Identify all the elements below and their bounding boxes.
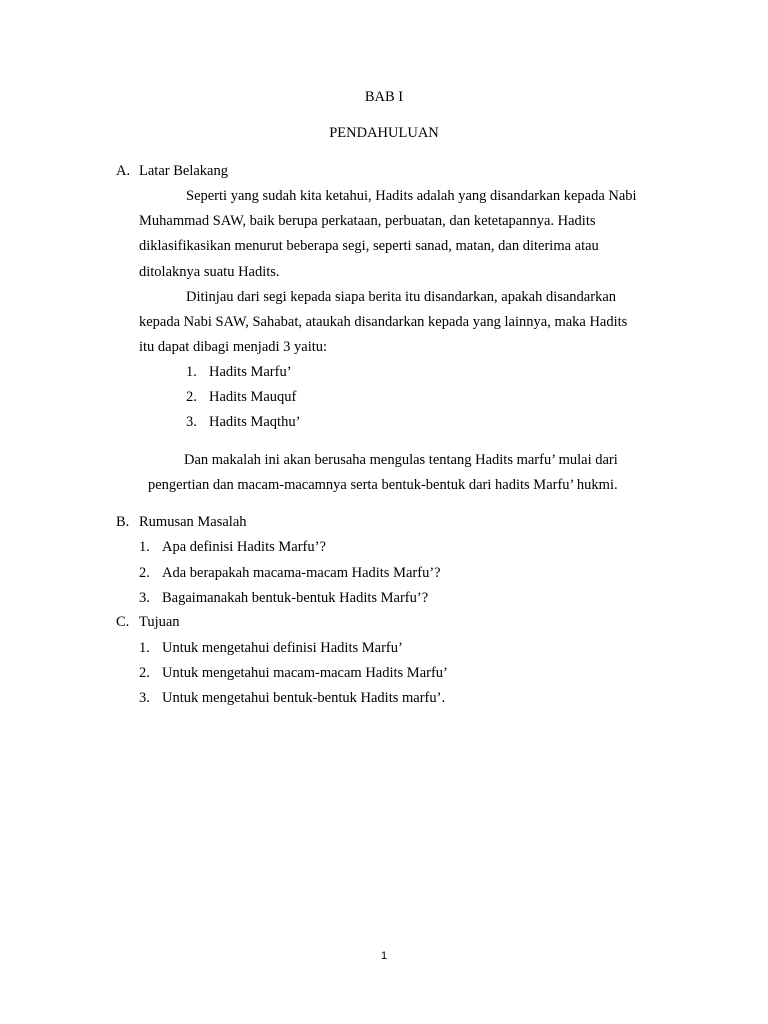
paragraph-line: Seperti yang sudah kita ketahui, Hadits adalah yang disandarkan kepada Nabi: [186, 188, 637, 204]
list-item: Apa definisi Hadits Marfu’?: [162, 539, 326, 555]
paragraph-line: Ditinjau dari segi kepada siapa berita itu disandarkan, apakah disandarkan: [186, 289, 617, 305]
paragraph-line: Dan makalah ini akan berusaha mengulas tentang Hadits marfu’ mulai dari: [184, 452, 618, 468]
list-number: 1.: [186, 364, 197, 380]
section-heading: Tujuan: [139, 614, 180, 630]
list-number: 1.: [139, 640, 150, 656]
list-number: 2.: [139, 565, 150, 581]
section-heading: Rumusan Masalah: [139, 514, 247, 530]
section-marker: B.: [116, 514, 130, 530]
list-number: 3.: [186, 414, 197, 430]
list-item: Hadits Mauquf: [209, 389, 297, 405]
list-item: Untuk mengetahui macam-macam Hadits Marfu’: [162, 665, 448, 681]
paragraph-line: pengertian dan macam-macamnya serta bentuk-bentuk dari hadits Marfu’ hukmi.: [148, 477, 618, 493]
section-heading: Latar Belakang: [139, 163, 228, 179]
paragraph-line: itu dapat dibagi menjadi 3 yaitu:: [139, 339, 328, 355]
section-marker: A.: [116, 163, 131, 179]
paragraph-line: Muhammad SAW, baik berupa perkataan, perbuatan, dan ketetapannya. Hadits: [139, 213, 596, 229]
list-item: Ada berapakah macama-macam Hadits Marfu’?: [162, 565, 441, 581]
list-item: Hadits Marfu’: [209, 364, 292, 380]
paragraph-line: ditolaknya suatu Hadits.: [139, 264, 280, 280]
list-number: 3.: [139, 590, 150, 606]
list-number: 3.: [139, 690, 150, 706]
paragraph-line: kepada Nabi SAW, Sahabat, ataukah disandarkan kepada yang lainnya, maka Hadits: [139, 314, 628, 330]
list-item: Untuk mengetahui definisi Hadits Marfu’: [162, 640, 403, 656]
chapter-title: PENDAHULUAN: [329, 125, 439, 141]
paragraph-line: diklasifikasikan menurut beberapa segi, seperti sanad, matan, dan diterima atau: [139, 238, 599, 254]
list-item: Bagaimanakah bentuk-bentuk Hadits Marfu’?: [162, 590, 429, 606]
section-marker: C.: [116, 614, 130, 630]
list-item: Untuk mengetahui bentuk-bentuk Hadits marfu’.: [162, 690, 446, 706]
chapter-heading: BAB I: [364, 89, 404, 105]
list-number: 1.: [139, 539, 150, 555]
list-item: Hadits Maqthu’: [209, 414, 301, 430]
list-number: 2.: [186, 389, 197, 405]
page-number: 1: [380, 950, 388, 962]
list-number: 2.: [139, 665, 150, 681]
